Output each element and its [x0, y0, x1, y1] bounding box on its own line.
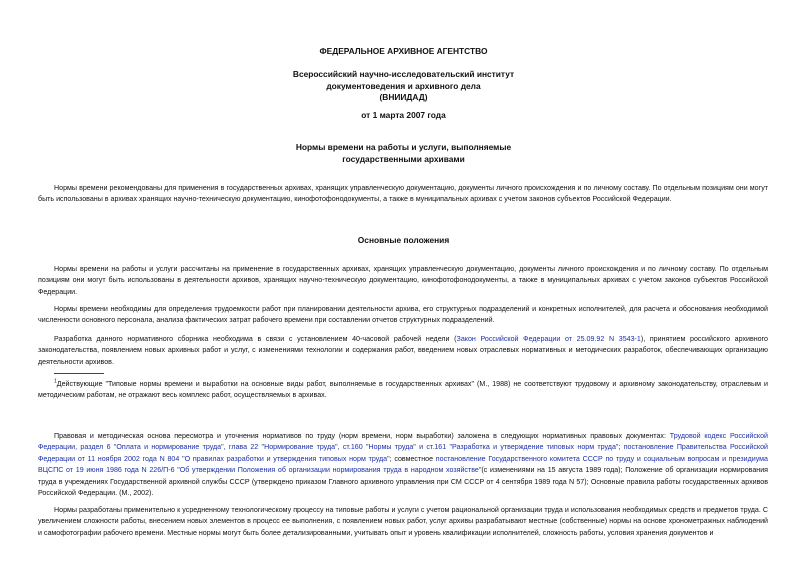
title-line-2: государственными архивами	[342, 153, 465, 164]
labor-code-link[interactable]: Трудовой кодекс Российской Федерации, раздел 6 "Оплата и нормирование труда", глава 22 "Нормирование труда", ст.160 "Нормы труда" и ст.161 "Разработка и утверждение типовых норм труда"	[38, 432, 769, 452]
paragraph-text: Правовая и методическая основа пересмотра и уточнения нормативов по труду (норм времени, норм выработки) заложена в следующих нормативных правовых документах:	[54, 432, 670, 440]
document-title	[0, 142, 807, 165]
institute-abbreviation: (ВНИИДАД)	[379, 92, 428, 102]
section-title: Основные положения	[357, 235, 450, 245]
paragraph-text: ; совместное	[389, 454, 436, 463]
footnote-divider	[54, 373, 104, 374]
state-committee-decree-link[interactable]: постановление Государственного комитета СССР по труду и социальным вопросам и президиума ВЦСПС от 19 июня 1986 года N 226/П-6 "Об утверждении Положения об организации нормирования труда в народном хозяйстве"	[38, 454, 768, 475]
intro-paragraph: Нормы времени рекомендованы для применения в государственных архивах, хранящих управленческую документацию, документы личного происхождения и по личному составу. По отдельным позициям они могут быть использованы в архивах хранящих научно-техническую документацию, кинофотофонодокументы, а также в муниципальных архивах с учетом законов субъектов Российской Федерации.	[38, 184, 768, 204]
paragraph-legal-basis	[38, 431, 768, 499]
institute-line-2: документоведения и архивного дела	[326, 80, 481, 91]
government-decree-link[interactable]: постановление Правительства Российской Федерации от 11 ноября 2002 года N 804 "О правилах разработки и утверждения типовых норм труда"	[38, 443, 769, 463]
paragraph-purpose: Нормы времени необходимы для определения трудоемкости работ при планировании деятельности архива, его структурных подразделений и конкретных исполнителей, для расчета и обоснования необходимой численности основного персонала, анализа фактических затрат рабочего времени при составлении отчетов структурных подразделений.	[38, 305, 768, 325]
paragraph-text: Разработка данного нормативного сборника необходима в связи с установлением 40-часовой рабочей недели (	[54, 335, 457, 343]
title-line-1: Нормы времени на работы и услуги, выполняемые	[295, 142, 512, 152]
footnote-text: Действующие "Типовые нормы времени и выработки на основные виды работ, выполняемые в государственных архивах" (М., 1988) не соответствуют трудовому и архивному законодательству, отраслевым и методическим работам, не отражают весь комплекс работ, осуществляемых в архивах.	[38, 380, 768, 400]
paragraph-local-norms: Нормы разработаны применительно к усредненному технологическому процессу на типовые работы и услуги с учетом рациональной организации труда и использования необходимых средств и предметов труда. С увеличением сложности работы, внесением новых элементов в процесс ее выполнения, с появлением новых работ, услуг архивы разрабатывают местные (собственные) нормы на основе хронометражных наблюдений и самофотографии рабочего времени. Местные нормы могут быть более детализированными, учитывать опыт и уровень квалификации исполнителей, сложность работы, условия хранения документов и	[38, 506, 768, 537]
paragraph-text: ), принятием российского архивного законодательства, появлением новых архивных работ и услуг, с изменениями технологии и содержания работ, введением новых отраслевых нормативных и методических разработок, обеспечивающих организацию деятельности архивов.	[38, 335, 769, 366]
agency-heading: ФЕДЕРАЛЬНОЕ АРХИВНОЕ АГЕНТСТВО	[319, 46, 488, 56]
footnote-mark: 1	[54, 378, 57, 385]
law-link[interactable]: Закон Российской Федерации от 25.09.92 N 3543-1	[456, 335, 641, 343]
paragraph-text: (с изменениями на 15 августа 1989 года); Положение об организации нормирования труда в учреждениях Государственной архивной службы СССР (утверждено приказом Главного архивного управления при СМ СССР от 4 сентября 1989 года N 57); Основные правила работы государственных архивов Российской Федерации. (М., 2002).	[38, 466, 769, 498]
institute-heading	[0, 69, 807, 104]
document-date: от 1 марта 2007 года	[361, 110, 446, 120]
paragraph-text: ;	[618, 443, 624, 452]
paragraph-scope: Нормы времени на работы и услуги рассчитаны на применение в государственных архивах, хранящих управленческую документацию, документы личного происхождения и по личному составу. По отдельным позициям они могут быть использованы в деятельности архивов, хранящих научно-техническую документацию, кинофотофонодокументы, а также в муниципальных архивах с учетом законов субъектов Российской Федерации.	[38, 265, 768, 296]
paragraph-rationale	[38, 334, 768, 368]
footnote	[38, 379, 768, 402]
institute-line-1: Всероссийский научно-исследовательский институт	[292, 69, 515, 79]
